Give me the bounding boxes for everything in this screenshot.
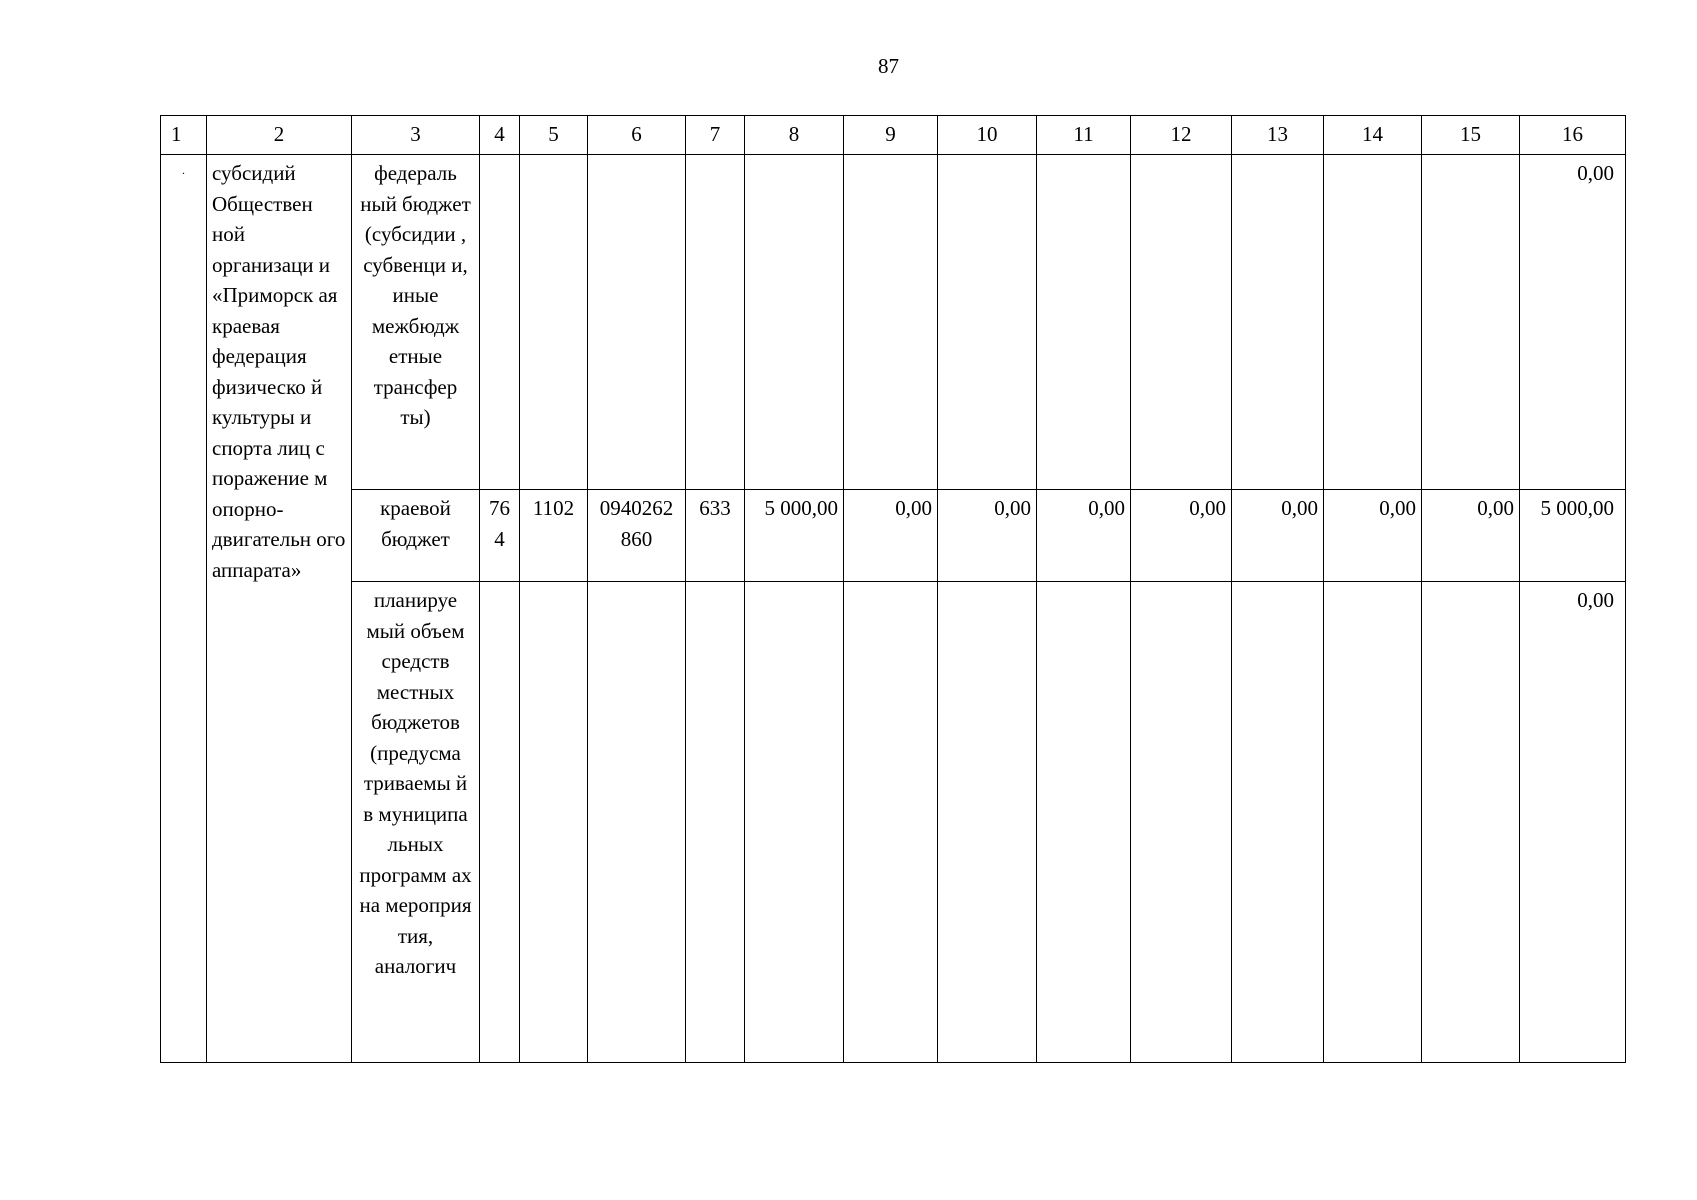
table-cell: 0,00 bbox=[1131, 490, 1232, 582]
header-cell: 11 bbox=[1037, 116, 1131, 155]
table-cell bbox=[588, 582, 686, 1063]
header-cell: 1 bbox=[161, 116, 207, 155]
total-cell: 0,00 bbox=[1520, 582, 1626, 1063]
table-cell bbox=[686, 155, 745, 490]
table-cell bbox=[938, 582, 1037, 1063]
header-cell: 8 bbox=[745, 116, 844, 155]
table-cell bbox=[1232, 582, 1324, 1063]
table-cell bbox=[745, 155, 844, 490]
table-row bbox=[161, 490, 1626, 582]
table-cell: 0,00 bbox=[1422, 490, 1520, 582]
measure-name-cell: субсидий Обществен ной организаци и «Приморск ая краевая федерация физическо й культуры и спорта лиц с поражение м опорно-двигательн ого аппарата» bbox=[207, 155, 352, 1063]
header-cell: 6 bbox=[588, 116, 686, 155]
table-cell bbox=[844, 582, 938, 1063]
table-cell bbox=[480, 155, 520, 490]
header-cell: 9 bbox=[844, 116, 938, 155]
total-cell: 0,00 bbox=[1520, 155, 1626, 490]
table-cell bbox=[1324, 155, 1422, 490]
header-cell: 12 bbox=[1131, 116, 1232, 155]
header-cell: 4 bbox=[480, 116, 520, 155]
funding-source-cell: федераль ный бюджет (субсидии , субвенци и, иные межбюдж етные трансфер ты) bbox=[352, 155, 480, 490]
table-cell bbox=[844, 155, 938, 490]
table-cell: 764 bbox=[480, 490, 520, 582]
total-cell: 5 000,00 bbox=[1520, 490, 1626, 582]
table-cell bbox=[1131, 582, 1232, 1063]
table-cell: 0,00 bbox=[1324, 490, 1422, 582]
budget-table bbox=[160, 115, 1626, 1063]
table-cell bbox=[1422, 155, 1520, 490]
table-cell: 0940262860 bbox=[588, 490, 686, 582]
table-cell bbox=[1324, 582, 1422, 1063]
table-cell bbox=[1037, 582, 1131, 1063]
table-cell bbox=[480, 582, 520, 1063]
header-cell: 13 bbox=[1232, 116, 1324, 155]
funding-source-cell: краевой бюджет bbox=[352, 490, 480, 582]
table-cell bbox=[1131, 155, 1232, 490]
table-cell bbox=[1037, 155, 1131, 490]
header-cell: 16 bbox=[1520, 116, 1626, 155]
table-cell bbox=[1232, 155, 1324, 490]
header-cell: 2 bbox=[207, 116, 352, 155]
header-cell: 10 bbox=[938, 116, 1037, 155]
table-cell bbox=[520, 582, 588, 1063]
header-cell: 7 bbox=[686, 116, 745, 155]
header-cell: 15 bbox=[1422, 116, 1520, 155]
table-cell bbox=[588, 155, 686, 490]
header-cell: 14 bbox=[1324, 116, 1422, 155]
table-row bbox=[161, 155, 1626, 490]
header-row bbox=[161, 116, 1626, 155]
table-cell bbox=[520, 155, 588, 490]
table-row bbox=[161, 582, 1626, 1063]
table-cell: 0,00 bbox=[1037, 490, 1131, 582]
header-cell: 3 bbox=[352, 116, 480, 155]
table-cell: 5 000,00 bbox=[745, 490, 844, 582]
funding-source-cell: планируе мый объем средств местных бюджетов (предусма триваемы й в муниципа льных программ ах на мероприя тия, аналогич bbox=[352, 582, 480, 1063]
row-marker-cell: . bbox=[161, 155, 207, 1063]
header-cell: 5 bbox=[520, 116, 588, 155]
table-cell: 0,00 bbox=[938, 490, 1037, 582]
page-number: 87 bbox=[878, 54, 899, 78]
table-cell bbox=[686, 582, 745, 1063]
table-cell bbox=[745, 582, 844, 1063]
table-cell: 1102 bbox=[520, 490, 588, 582]
table-cell bbox=[1422, 582, 1520, 1063]
table-cell: 0,00 bbox=[844, 490, 938, 582]
table-cell: 0,00 bbox=[1232, 490, 1324, 582]
table-cell: 633 bbox=[686, 490, 745, 582]
table-cell bbox=[938, 155, 1037, 490]
